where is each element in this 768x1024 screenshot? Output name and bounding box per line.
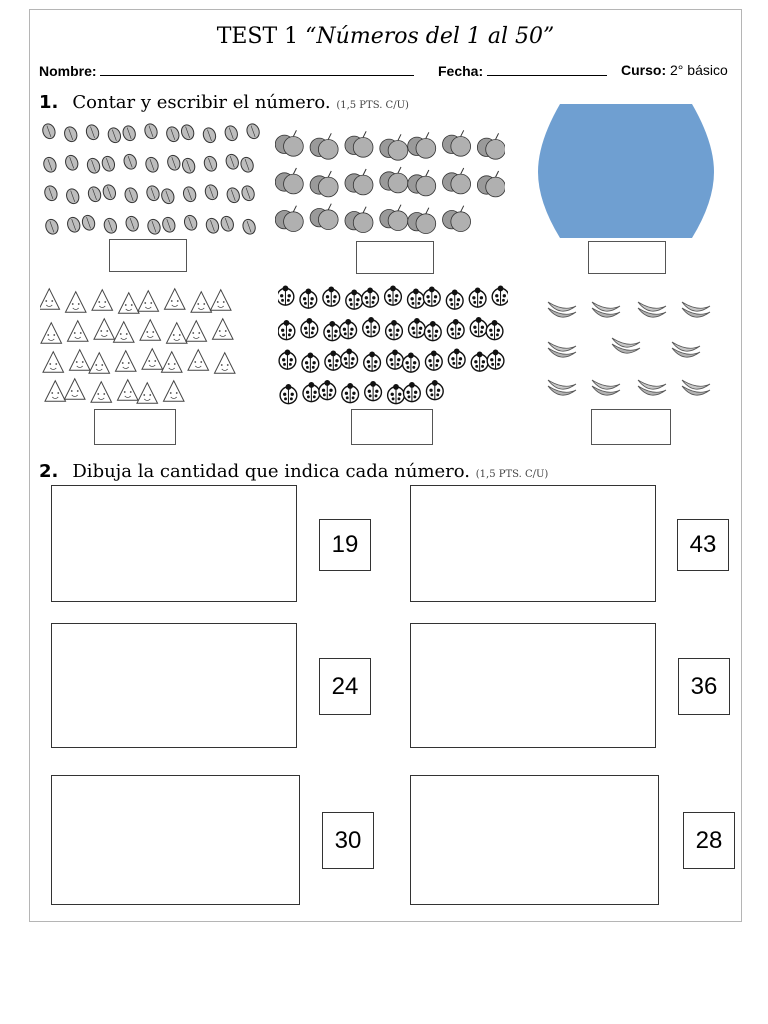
ladybug-icon bbox=[325, 350, 342, 370]
leaf-icon bbox=[204, 217, 220, 235]
ladybug-icon bbox=[448, 348, 465, 368]
number-box-2: 43 bbox=[677, 519, 729, 571]
ladybug-icon bbox=[301, 318, 318, 338]
ladybug-icon bbox=[278, 320, 295, 340]
leaf-icon bbox=[85, 157, 101, 175]
course-value: 2° básico bbox=[670, 62, 728, 78]
banana-icon bbox=[548, 342, 576, 357]
date-label: Fecha: bbox=[438, 63, 484, 79]
triangle-face-icon bbox=[137, 383, 158, 404]
banana-group-icon bbox=[542, 288, 718, 404]
triangle-face-icon bbox=[117, 380, 138, 401]
ladybug-icon bbox=[404, 382, 421, 402]
leaf-icon bbox=[203, 183, 219, 201]
section2-number: 2. bbox=[39, 461, 59, 482]
banana-icon bbox=[672, 342, 700, 357]
leaf-icon bbox=[219, 215, 235, 233]
leaf-icon bbox=[100, 155, 116, 173]
ladybug-icon bbox=[469, 287, 486, 307]
pear-icon bbox=[310, 171, 338, 197]
leaf-icon bbox=[144, 156, 160, 174]
ladybug-icon bbox=[486, 320, 503, 340]
triangle-group-icon bbox=[40, 286, 236, 406]
triangle-face-icon bbox=[186, 321, 207, 342]
ladybug-icon bbox=[408, 288, 425, 308]
ladybug-icon bbox=[387, 349, 404, 369]
ladybug-icon bbox=[423, 286, 440, 306]
answer-box-4[interactable] bbox=[94, 409, 176, 445]
leaf-icon bbox=[166, 154, 182, 172]
date-field bbox=[438, 62, 607, 79]
ladybug-icon bbox=[323, 286, 340, 306]
name-input-line[interactable] bbox=[100, 62, 414, 76]
leaf-icon bbox=[179, 123, 195, 141]
triangle-face-icon bbox=[210, 290, 231, 311]
leaf-icon bbox=[65, 187, 81, 205]
section1-instruction: Contar y escribir el número. bbox=[72, 92, 331, 113]
ladybug-icon bbox=[471, 351, 488, 371]
section1-heading bbox=[39, 92, 409, 113]
pear-icon bbox=[380, 134, 408, 160]
banana-icon bbox=[548, 302, 576, 317]
drawing-box-5[interactable] bbox=[51, 775, 300, 905]
ladybug-icon bbox=[388, 384, 405, 404]
triangle-face-icon bbox=[69, 350, 90, 371]
leaf-icon bbox=[121, 124, 137, 142]
pear-icon bbox=[443, 130, 471, 156]
pear-icon bbox=[443, 206, 471, 232]
leaf-icon bbox=[42, 156, 58, 174]
answer-box-3[interactable] bbox=[588, 241, 666, 274]
pear-icon bbox=[408, 208, 436, 234]
student-fields bbox=[39, 62, 731, 82]
answer-box-1[interactable] bbox=[109, 239, 187, 272]
banana-icon bbox=[548, 380, 576, 395]
triangle-face-icon bbox=[113, 322, 134, 343]
ladybug-icon bbox=[424, 321, 441, 341]
section1-points: (1,5 PTS. C/U) bbox=[336, 100, 409, 111]
triangle-face-icon bbox=[188, 350, 209, 371]
leaf-icon bbox=[101, 183, 117, 201]
triangle-face-icon bbox=[161, 352, 182, 373]
leaf-icon bbox=[181, 185, 197, 203]
triangle-face-icon bbox=[138, 291, 159, 312]
leaf-icon bbox=[239, 156, 255, 174]
ladybug-icon bbox=[409, 318, 426, 338]
ladybug-icon bbox=[487, 349, 504, 369]
triangle-face-icon bbox=[41, 323, 62, 344]
ladybug-icon bbox=[346, 289, 363, 309]
section2-instruction: Dibuja la cantidad que indica cada número. bbox=[72, 461, 471, 482]
ladybug-icon bbox=[324, 321, 341, 341]
drawing-box-4[interactable] bbox=[410, 623, 656, 748]
ladybug-icon bbox=[303, 382, 320, 402]
date-input-line[interactable] bbox=[487, 62, 607, 76]
leaf-icon bbox=[143, 122, 159, 140]
ladybug-icon bbox=[302, 352, 319, 372]
answer-box-2[interactable] bbox=[356, 241, 434, 274]
drawing-box-2[interactable] bbox=[410, 485, 656, 602]
number-box-5: 30 bbox=[322, 812, 374, 869]
answer-box-5[interactable] bbox=[351, 409, 433, 445]
ladybug-icon bbox=[340, 319, 357, 339]
ladybug-icon bbox=[426, 380, 443, 400]
worksheet-page bbox=[29, 9, 742, 922]
blue-blob-shape bbox=[538, 102, 714, 240]
triangle-face-icon bbox=[43, 352, 64, 373]
title-subtitle: “Números del 1 al 50” bbox=[305, 24, 555, 49]
leaf-icon bbox=[86, 185, 102, 203]
pear-icon bbox=[345, 131, 373, 157]
triangle-face-icon bbox=[64, 379, 85, 400]
leaf-icon bbox=[182, 214, 198, 232]
triangle-face-icon bbox=[94, 319, 115, 340]
leaf-icon bbox=[224, 153, 240, 171]
pear-icon bbox=[345, 169, 373, 195]
leaf-icon bbox=[202, 155, 218, 173]
ladybug-icon bbox=[300, 288, 317, 308]
triangle-face-icon bbox=[140, 320, 161, 341]
leaf-icon bbox=[44, 218, 60, 236]
triangle-face-icon bbox=[164, 289, 185, 310]
ladybug-icon bbox=[341, 348, 358, 368]
leaf-icon bbox=[64, 154, 80, 172]
title-prefix: TEST 1 bbox=[216, 24, 299, 49]
triangle-face-icon bbox=[191, 292, 212, 313]
ladybug-icon bbox=[319, 380, 336, 400]
ladybug-icon bbox=[385, 285, 402, 305]
banana-icon bbox=[592, 380, 620, 395]
ladybug-icon bbox=[362, 287, 379, 307]
pear-icon bbox=[275, 168, 303, 194]
leaf-icon bbox=[66, 216, 82, 234]
ladybug-icon bbox=[279, 349, 296, 369]
leaf-icon bbox=[241, 218, 257, 236]
drawing-box-1[interactable] bbox=[51, 485, 297, 602]
leaf-icon bbox=[124, 215, 140, 233]
triangle-face-icon bbox=[166, 323, 187, 344]
pear-icon bbox=[310, 204, 338, 230]
pear-icon bbox=[443, 168, 471, 194]
leaf-icon bbox=[201, 126, 217, 144]
leaf-icon bbox=[146, 218, 162, 236]
ladybug-icon bbox=[425, 350, 442, 370]
number-box-1: 19 bbox=[319, 519, 371, 571]
triangle-face-icon bbox=[67, 321, 88, 342]
triangle-face-icon bbox=[40, 289, 60, 310]
pear-icon bbox=[380, 205, 408, 231]
leaf-icon bbox=[123, 186, 139, 204]
banana-icon bbox=[682, 380, 710, 395]
pear-icon bbox=[408, 170, 436, 196]
triangle-face-icon bbox=[212, 319, 233, 340]
leaf-icon bbox=[225, 186, 241, 204]
page-title bbox=[30, 24, 741, 49]
leaf-group-icon bbox=[42, 118, 260, 240]
leaf-icon bbox=[240, 184, 256, 202]
course-field bbox=[621, 62, 728, 78]
leaf-icon bbox=[42, 122, 57, 140]
leaf-icon bbox=[165, 125, 181, 143]
ladybug-icon bbox=[280, 384, 297, 404]
course-label: Curso: bbox=[621, 62, 667, 78]
ladybug-icon bbox=[446, 289, 463, 309]
ladybug-icon bbox=[342, 383, 359, 403]
leaf-icon bbox=[145, 184, 161, 202]
pear-icon bbox=[477, 133, 505, 159]
leaf-icon bbox=[160, 187, 176, 205]
ladybug-icon bbox=[386, 320, 403, 340]
number-box-4: 36 bbox=[678, 658, 730, 715]
banana-icon bbox=[592, 302, 620, 317]
triangle-face-icon bbox=[65, 292, 86, 313]
triangle-face-icon bbox=[45, 381, 66, 402]
number-box-3: 24 bbox=[319, 658, 371, 715]
pear-icon bbox=[477, 171, 505, 197]
banana-icon bbox=[638, 380, 666, 395]
triangle-face-icon bbox=[92, 290, 113, 311]
pear-group-icon bbox=[275, 126, 505, 236]
ladybug-icon bbox=[365, 381, 382, 401]
section2-heading bbox=[39, 461, 548, 482]
leaf-icon bbox=[84, 123, 100, 141]
banana-icon bbox=[638, 302, 666, 317]
leaf-icon bbox=[122, 153, 138, 171]
pear-icon bbox=[408, 132, 436, 158]
leaf-icon bbox=[245, 122, 260, 140]
ladybug-group-icon bbox=[278, 282, 508, 408]
leaf-icon bbox=[223, 124, 239, 142]
triangle-face-icon bbox=[163, 381, 184, 402]
triangle-face-icon bbox=[91, 382, 112, 403]
name-field bbox=[39, 62, 414, 79]
number-box-6: 28 bbox=[683, 812, 735, 869]
pear-icon bbox=[380, 167, 408, 193]
drawing-box-6[interactable] bbox=[410, 775, 659, 905]
ladybug-icon bbox=[492, 285, 508, 305]
triangle-face-icon bbox=[214, 353, 235, 374]
pear-icon bbox=[310, 133, 338, 159]
section2-points: (1,5 PTS. C/U) bbox=[475, 469, 549, 480]
pear-icon bbox=[275, 206, 303, 232]
leaf-icon bbox=[180, 157, 196, 175]
leaf-icon bbox=[43, 184, 59, 202]
ladybug-icon bbox=[363, 317, 380, 337]
name-label: Nombre: bbox=[39, 63, 97, 79]
banana-icon bbox=[682, 302, 710, 317]
pear-icon bbox=[345, 207, 373, 233]
section1-number: 1. bbox=[39, 92, 59, 113]
triangle-face-icon bbox=[118, 293, 139, 314]
drawing-box-3[interactable] bbox=[51, 623, 297, 748]
banana-icon bbox=[612, 338, 640, 353]
pear-icon bbox=[275, 130, 303, 156]
leaf-icon bbox=[161, 216, 177, 234]
ladybug-icon bbox=[470, 317, 487, 337]
answer-box-6[interactable] bbox=[591, 409, 671, 445]
ladybug-icon bbox=[278, 285, 294, 305]
ladybug-icon bbox=[447, 319, 464, 339]
triangle-face-icon bbox=[89, 353, 110, 374]
triangle-face-icon bbox=[115, 351, 136, 372]
leaf-icon bbox=[80, 214, 96, 232]
ladybug-icon bbox=[403, 352, 420, 372]
leaf-icon bbox=[106, 126, 122, 144]
leaf-icon bbox=[63, 125, 79, 143]
leaf-icon bbox=[102, 217, 118, 235]
ladybug-icon bbox=[364, 351, 381, 371]
triangle-face-icon bbox=[142, 349, 163, 370]
